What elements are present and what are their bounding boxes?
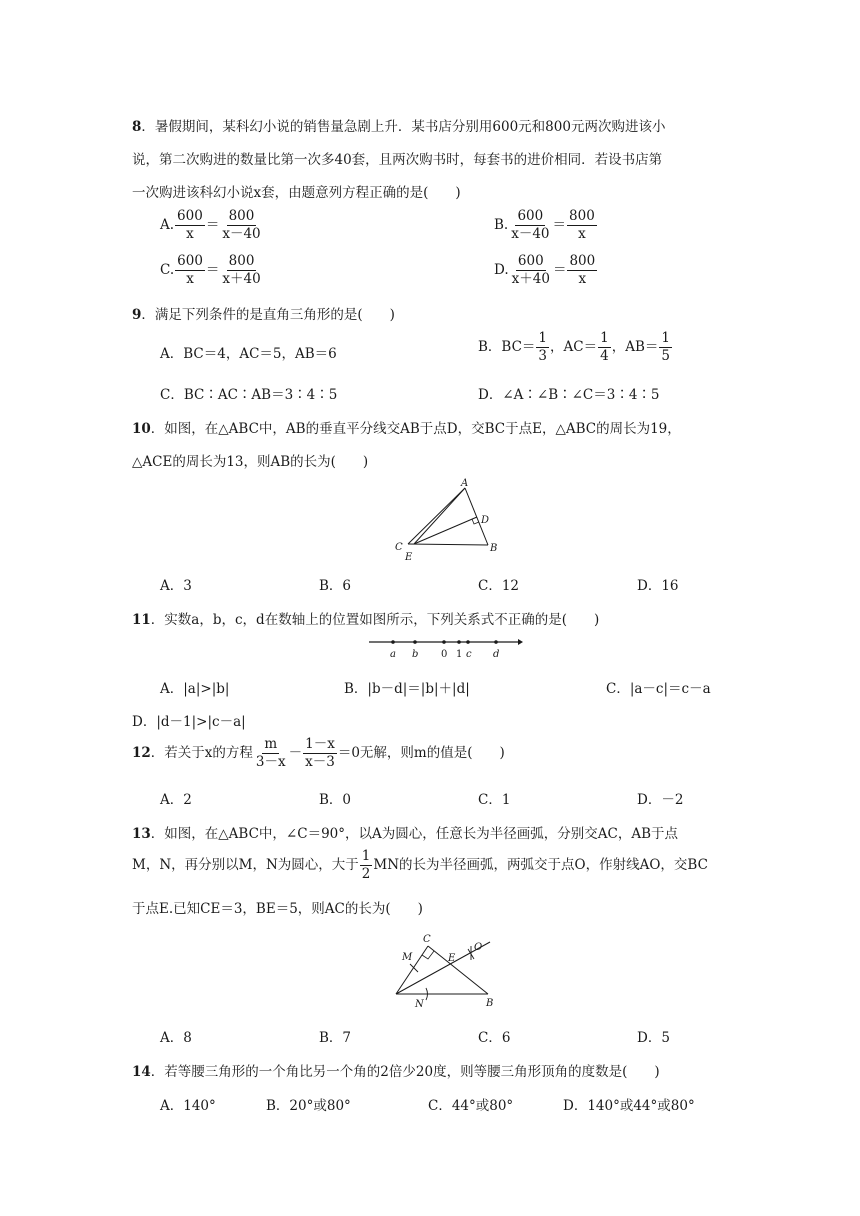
q10-line2: △ACE的周长为13，则AB的长为( ) (132, 454, 369, 470)
q12-option-c[interactable]: C．1 (478, 792, 511, 808)
label-c: C (423, 934, 431, 945)
fraction: $\frac{1}{2}$ (361, 848, 371, 882)
point-one (457, 640, 461, 644)
q11-number: 11 (132, 612, 151, 628)
line-ca (408, 488, 465, 544)
q11-option-c[interactable]: C．|a－c|＝c－a (606, 681, 711, 697)
q14-option-c[interactable]: C．44°或80° (428, 1098, 514, 1114)
q13-number: 13 (132, 826, 151, 842)
label-o: O (474, 942, 483, 953)
point-a (391, 640, 395, 644)
fraction: $\frac{800}{x}$ (569, 253, 596, 287)
q13-line2: M，N，再分别以M，N为圆心，大于 $\frac{1}{2}$ MN的长为半径画弧，两弧交于点O，作射线AO，交BC (132, 848, 708, 882)
q11-option-d[interactable]: D．|d－1|>|c－a| (132, 714, 246, 730)
fraction: $\frac{600}{x}$ (177, 253, 203, 287)
fraction: $\frac{800}{x+40}$ (222, 253, 261, 287)
q9-option-c[interactable]: C．BC∶AC∶AB＝3∶4∶5 (160, 387, 338, 403)
q14-number: 14 (132, 1064, 151, 1080)
q9-option-b[interactable]: B．BC＝ $\frac{1}{3}$ ，AC＝ $\frac{1}{4}$ ，AB＝ $\frac{1}{5}$ (478, 330, 670, 364)
q9-stem: 9．满足下列条件的是直角三角形的是( ) (132, 307, 395, 323)
q8-option-a[interactable]: A. $\frac{600}{x}$ ＝ $\frac{800}{x-40}$ (160, 208, 261, 242)
fraction: $\frac{1-x}{x-3}$ (305, 736, 335, 770)
q8-line1 (132, 115, 665, 135)
axis-arrow (518, 639, 523, 645)
q10-option-a[interactable]: A．3 (160, 578, 192, 594)
q14-option-a[interactable]: A．140° (160, 1098, 216, 1114)
label-c: c (466, 649, 472, 660)
label-e: E (448, 953, 456, 964)
q14-option-b[interactable]: B．20°或80° (266, 1098, 351, 1114)
q10-line1: 10．如图，在△ABC中，AB的垂直平分线交AB于点D，交BC于点E，△ABC的周长为19， (132, 421, 681, 437)
q8-option-d[interactable]: D. $\frac{600}{x+40}$ ＝ $\frac{800}{x}$ (494, 253, 596, 287)
q10-option-c[interactable]: C．12 (478, 578, 520, 594)
q12-option-b[interactable]: B．0 (319, 792, 352, 808)
label-a: A (461, 478, 469, 489)
q8-option-b[interactable]: B. $\frac{600}{x-40}$ ＝ $\frac{800}{x}$ (494, 208, 595, 242)
fraction: $\frac{1}{5}$ (661, 330, 670, 364)
q14-option-d[interactable]: D．140°或44°或80° (563, 1098, 695, 1114)
label-b: B (486, 998, 494, 1009)
q13-option-a[interactable]: A．8 (160, 1030, 192, 1046)
point-b (413, 640, 417, 644)
q12-option-a[interactable]: A．2 (160, 792, 192, 808)
label-n: N (415, 999, 424, 1010)
q13-triangle-figure (388, 930, 508, 1018)
label-b: B (490, 543, 498, 554)
line-ed (414, 517, 477, 544)
q13-line3: 于点E.已知CE＝3，BE＝5，则AC的长为( ) (132, 901, 423, 917)
point-d (494, 640, 498, 644)
q13-option-d[interactable]: D．5 (637, 1030, 670, 1046)
q13-line1: 13．如图，在△ABC中，∠C＝90°，以A为圆心，任意长为半径画弧，分别交AC，AB于点 (132, 826, 678, 842)
q8-number: 8 (132, 119, 142, 135)
label-d: d (493, 649, 500, 660)
q12-number: 12 (132, 744, 151, 761)
fraction: $\frac{600}{x+40}$ (511, 253, 550, 287)
fraction: $\frac{600}{x-40}$ (511, 208, 550, 242)
q12-option-d[interactable]: D．－2 (637, 792, 684, 808)
fraction: $\frac{1}{3}$ (538, 330, 548, 364)
line-cb (428, 946, 488, 994)
q12-stem: 12．若关于x的方程 $\frac{m}{3-x}$ － $\frac{1-x}{x-3}$ ＝0无解，则m的值是( ) (132, 736, 505, 770)
point-c (466, 640, 470, 644)
fraction: $\frac{600}{x}$ (177, 208, 203, 242)
point-zero (442, 640, 446, 644)
q13-option-c[interactable]: C．6 (478, 1030, 511, 1046)
fraction: $\frac{800}{x}$ (569, 208, 595, 242)
q11-option-b[interactable]: B．|b－d|＝|b|＋|d| (344, 681, 470, 697)
q9-number: 9 (132, 307, 142, 323)
q8-line2: 说，第二次购进的数量比第一次多40套，且两次购书时，每套书的进价相同．若设书店第 (132, 152, 663, 168)
label-m: M (402, 952, 413, 963)
q11-stem: 11．实数a，b，c，d在数轴上的位置如图所示，下列关系式不正确的是( ) (132, 612, 600, 628)
label-one: 1 (456, 649, 463, 660)
q10-triangle-figure (385, 476, 505, 568)
label-c: C (395, 542, 403, 553)
q10-option-b[interactable]: B．6 (319, 578, 352, 594)
label-zero: 0 (441, 649, 448, 660)
fraction: $\frac{m}{3-x}$ (255, 736, 286, 770)
label-e: E (405, 552, 413, 563)
q9-option-d[interactable]: D．∠A∶∠B∶∠C＝3∶4∶5 (478, 387, 660, 403)
q11-number-line (365, 634, 525, 666)
line-ae (414, 488, 465, 544)
q14-stem: 14．若等腰三角形的一个角比另一个角的2倍少20度，则等腰三角形顶角的度数是( ) (132, 1064, 660, 1080)
q9-option-a[interactable]: A．BC＝4，AC＝5，AB＝6 (160, 346, 337, 362)
label-a: a (390, 649, 396, 660)
label-d: D (481, 515, 490, 526)
q8-stem-text: ．暑假期间，某科幻小说的销售量急剧上升．某书店分别用600元和800元两次购进该小 (141, 119, 666, 135)
line-cb (408, 544, 488, 545)
q10-number: 10 (132, 421, 151, 437)
q8-line3: 一次购进该科幻小说x套，由题意列方程正确的是( ) (132, 185, 461, 201)
q13-option-b[interactable]: B．7 (319, 1030, 352, 1046)
q8-option-c[interactable]: C. $\frac{600}{x}$ ＝ $\frac{800}{x+40}$ (160, 253, 261, 287)
fraction: $\frac{800}{x-40}$ (222, 208, 261, 242)
label-b: b (412, 649, 419, 660)
q10-option-d[interactable]: D．16 (637, 578, 679, 594)
q11-option-a[interactable]: A．|a|>|b| (160, 681, 230, 697)
fraction: $\frac{1}{4}$ (600, 330, 609, 364)
